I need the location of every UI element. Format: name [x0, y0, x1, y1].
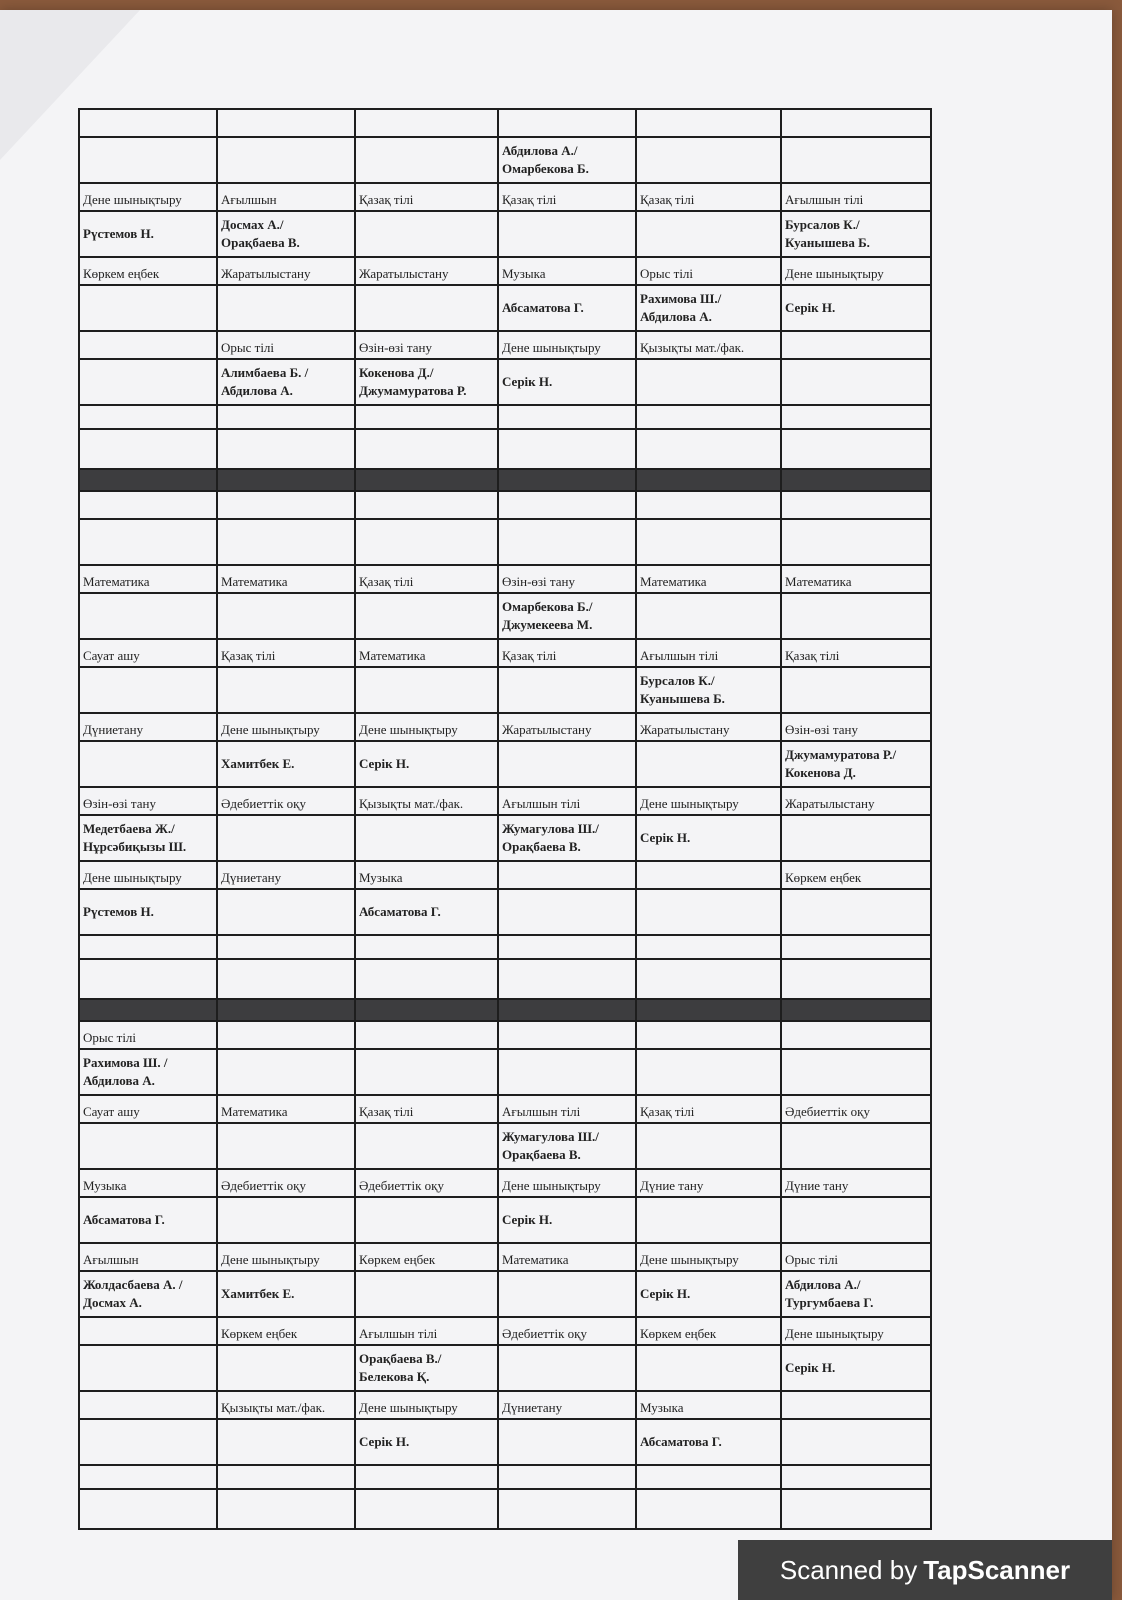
teacher-cell: Серік Н. [636, 815, 781, 861]
subject-cell: Дене шынықтыру [355, 1391, 498, 1419]
subject-cell: Математика [79, 565, 217, 593]
schedule-row [79, 861, 931, 889]
teacher-cell [355, 285, 498, 331]
subject-cell [355, 109, 498, 137]
subject-cell [781, 405, 931, 429]
schedule-row [79, 137, 931, 183]
subject-cell: Дене шынықтыру [781, 1317, 931, 1345]
teacher-cell [498, 211, 636, 257]
schedule-row [79, 713, 931, 741]
teacher-cell [636, 959, 781, 999]
subject-cell: Қазақ тілі [498, 183, 636, 211]
subject-cell: Математика [355, 639, 498, 667]
subject-cell [217, 1465, 355, 1489]
teacher-cell [355, 1271, 498, 1317]
teacher-cell [636, 359, 781, 405]
subject-cell: Орыс тілі [79, 1021, 217, 1049]
separator-cell [636, 469, 781, 491]
subject-cell: Ағылшын [79, 1243, 217, 1271]
teacher-cell [355, 959, 498, 999]
subject-cell: Дене шынықтыру [79, 183, 217, 211]
teacher-cell [217, 667, 355, 713]
subject-cell [781, 331, 931, 359]
teacher-cell [498, 1419, 636, 1465]
subject-cell: Математика [636, 565, 781, 593]
schedule-row [79, 429, 931, 469]
teacher-cell [355, 137, 498, 183]
subject-cell [781, 1465, 931, 1489]
subject-cell [781, 935, 931, 959]
subject-cell: Қазақ тілі [355, 565, 498, 593]
teacher-cell: Алимбаева Б. / Абдилова А. [217, 359, 355, 405]
teacher-cell: Жумагулова Ш./ Орақбаева В. [498, 1123, 636, 1169]
separator-cell [355, 469, 498, 491]
schedule-row [79, 491, 931, 519]
subject-cell: Әдебиеттік оқу [781, 1095, 931, 1123]
subject-cell: Музыка [79, 1169, 217, 1197]
teacher-cell [79, 741, 217, 787]
teacher-cell [636, 137, 781, 183]
subject-cell: Қазақ тілі [498, 639, 636, 667]
subject-cell: Дене шынықтыру [217, 713, 355, 741]
schedule-row [79, 285, 931, 331]
teacher-cell: Серік Н. [355, 741, 498, 787]
subject-cell [636, 935, 781, 959]
separator-cell [781, 999, 931, 1021]
teacher-cell: Серік Н. [498, 1197, 636, 1243]
subject-cell [781, 491, 931, 519]
subject-cell [79, 331, 217, 359]
subject-cell [498, 109, 636, 137]
schedule-row [79, 1049, 931, 1095]
teacher-cell [636, 1123, 781, 1169]
subject-cell: Ағылшын тілі [498, 787, 636, 815]
separator-cell [636, 999, 781, 1021]
subject-cell: Ағылшын тілі [781, 183, 931, 211]
teacher-cell [79, 667, 217, 713]
subject-cell [355, 1021, 498, 1049]
schedule-row [79, 405, 931, 429]
schedule-row [79, 519, 931, 565]
teacher-cell [498, 1489, 636, 1529]
teacher-cell: Хамитбек Е. [217, 1271, 355, 1317]
subject-cell: Орыс тілі [636, 257, 781, 285]
teacher-cell [781, 959, 931, 999]
teacher-cell [355, 815, 498, 861]
schedule-row [79, 1317, 931, 1345]
teacher-cell [781, 1123, 931, 1169]
subject-cell: Математика [498, 1243, 636, 1271]
subject-cell [217, 109, 355, 137]
separator-cell [79, 999, 217, 1021]
teacher-cell [217, 593, 355, 639]
subject-cell [79, 935, 217, 959]
subject-cell: Дене шынықтыру [498, 1169, 636, 1197]
teacher-cell [781, 429, 931, 469]
teacher-cell [636, 1197, 781, 1243]
teacher-cell [636, 519, 781, 565]
subject-cell: Сауат ашу [79, 639, 217, 667]
teacher-cell [79, 519, 217, 565]
subject-cell: Қызықты мат./фак. [355, 787, 498, 815]
teacher-cell [79, 359, 217, 405]
teacher-cell: Бурсалов К./ Куанышева Б. [636, 667, 781, 713]
teacher-cell [217, 429, 355, 469]
teacher-cell: Бурсалов К./ Куанышева Б. [781, 211, 931, 257]
teacher-cell [217, 285, 355, 331]
subject-cell: Жаратылыстану [355, 257, 498, 285]
teacher-cell [79, 285, 217, 331]
subject-cell [355, 491, 498, 519]
subject-cell: Математика [217, 565, 355, 593]
subject-cell: Дене шынықтыру [636, 1243, 781, 1271]
subject-cell: Қазақ тілі [636, 183, 781, 211]
teacher-cell [217, 1049, 355, 1095]
subject-cell [355, 405, 498, 429]
day-separator [79, 469, 931, 491]
subject-cell: Дүниетану [498, 1391, 636, 1419]
subject-cell [636, 405, 781, 429]
teacher-cell: Абсаматова Г. [636, 1419, 781, 1465]
teacher-cell [498, 667, 636, 713]
schedule-row [79, 815, 931, 861]
separator-cell [498, 999, 636, 1021]
subject-cell: Әдебиеттік оқу [217, 787, 355, 815]
schedule-row [79, 331, 931, 359]
subject-cell: Қызықты мат./фак. [217, 1391, 355, 1419]
subject-cell: Дүниетану [79, 713, 217, 741]
subject-cell [498, 935, 636, 959]
subject-cell: Орыс тілі [217, 331, 355, 359]
subject-cell: Көркем еңбек [79, 257, 217, 285]
schedule-row [79, 1391, 931, 1419]
teacher-cell [498, 959, 636, 999]
teacher-cell [355, 1049, 498, 1095]
schedule-row [79, 1271, 931, 1317]
subject-cell: Көркем еңбек [217, 1317, 355, 1345]
subject-cell [498, 1465, 636, 1489]
schedule-row [79, 593, 931, 639]
subject-cell [781, 1021, 931, 1049]
teacher-cell: Серік Н. [498, 359, 636, 405]
separator-cell [781, 469, 931, 491]
teacher-cell [355, 1123, 498, 1169]
teacher-cell [636, 889, 781, 935]
subject-cell [498, 405, 636, 429]
subject-cell [355, 935, 498, 959]
subject-cell: Өзін-өзі тану [355, 331, 498, 359]
schedule-row [79, 565, 931, 593]
subject-cell: Ағылшын [217, 183, 355, 211]
schedule-row [79, 639, 931, 667]
teacher-cell: Серік Н. [355, 1419, 498, 1465]
schedule-row [79, 1345, 931, 1391]
subject-cell: Өзін-өзі тану [781, 713, 931, 741]
teacher-cell: Жолдасбаева А. / Досмах А. [79, 1271, 217, 1317]
day-separator [79, 999, 931, 1021]
teacher-cell [355, 211, 498, 257]
schedule-row [79, 1197, 931, 1243]
schedule-table [78, 108, 932, 1530]
subject-cell [636, 1465, 781, 1489]
schedule-row [79, 1021, 931, 1049]
teacher-cell [498, 1271, 636, 1317]
separator-cell [498, 469, 636, 491]
schedule-row [79, 183, 931, 211]
teacher-cell [355, 1197, 498, 1243]
teacher-cell: Рүстемов Н. [79, 211, 217, 257]
teacher-cell [217, 1419, 355, 1465]
subject-cell [636, 1021, 781, 1049]
subject-cell: Дене шынықтыру [781, 257, 931, 285]
teacher-cell: Серік Н. [781, 1345, 931, 1391]
teacher-cell [355, 667, 498, 713]
schedule-row [79, 257, 931, 285]
teacher-cell: Абсаматова Г. [79, 1197, 217, 1243]
schedule-row [79, 211, 931, 257]
schedule-row [79, 935, 931, 959]
watermark-brand: TapScanner [923, 1554, 1071, 1585]
teacher-cell [79, 429, 217, 469]
subject-cell: Көркем еңбек [355, 1243, 498, 1271]
teacher-cell: Абдилова А./ Омарбекова Б. [498, 137, 636, 183]
subject-cell: Музыка [355, 861, 498, 889]
teacher-cell [217, 1489, 355, 1529]
teacher-cell [781, 889, 931, 935]
teacher-cell [781, 1049, 931, 1095]
subject-cell [636, 861, 781, 889]
teacher-cell [781, 1419, 931, 1465]
teacher-cell: Рахимова Ш. / Абдилова А. [79, 1049, 217, 1095]
teacher-cell [79, 1419, 217, 1465]
subject-cell: Математика [781, 565, 931, 593]
subject-cell: Ағылшын тілі [355, 1317, 498, 1345]
subject-cell [217, 405, 355, 429]
tapscanner-watermark [738, 1540, 1112, 1600]
teacher-cell [217, 1123, 355, 1169]
subject-cell: Қызықты мат./фак. [636, 331, 781, 359]
teacher-cell [217, 519, 355, 565]
schedule-row [79, 959, 931, 999]
schedule-row [79, 1123, 931, 1169]
teacher-cell: Рүстемов Н. [79, 889, 217, 935]
subject-cell: Дене шынықтыру [498, 331, 636, 359]
subject-cell: Өзін-өзі тану [498, 565, 636, 593]
subject-cell: Дене шынықтыру [636, 787, 781, 815]
teacher-cell [498, 1049, 636, 1095]
subject-cell [636, 109, 781, 137]
teacher-cell [498, 1345, 636, 1391]
subject-cell: Жаратылыстану [217, 257, 355, 285]
teacher-cell [217, 815, 355, 861]
subject-cell [636, 491, 781, 519]
teacher-cell [79, 593, 217, 639]
separator-cell [79, 469, 217, 491]
separator-cell [217, 469, 355, 491]
teacher-cell [79, 959, 217, 999]
teacher-cell [781, 667, 931, 713]
teacher-cell: Абсаматова Г. [355, 889, 498, 935]
teacher-cell [355, 593, 498, 639]
subject-cell: Қазақ тілі [355, 183, 498, 211]
folded-corner [0, 10, 140, 160]
subject-cell [217, 935, 355, 959]
subject-cell [217, 491, 355, 519]
subject-cell: Көркем еңбек [781, 861, 931, 889]
teacher-cell [498, 741, 636, 787]
subject-cell: Әдебиеттік оқу [355, 1169, 498, 1197]
subject-cell [79, 1465, 217, 1489]
subject-cell [79, 405, 217, 429]
scanned-page [0, 10, 1112, 1600]
teacher-cell [498, 889, 636, 935]
subject-cell: Дене шынықтыру [79, 861, 217, 889]
schedule-row [79, 1419, 931, 1465]
subject-cell [498, 861, 636, 889]
teacher-cell [781, 519, 931, 565]
subject-cell [781, 109, 931, 137]
separator-cell [355, 999, 498, 1021]
teacher-cell: Абсаматова Г. [498, 285, 636, 331]
teacher-cell [636, 1049, 781, 1095]
teacher-cell [781, 593, 931, 639]
subject-cell: Дене шынықтыру [217, 1243, 355, 1271]
teacher-cell [498, 429, 636, 469]
teacher-cell [217, 137, 355, 183]
separator-cell [217, 999, 355, 1021]
subject-cell: Жаратылыстану [781, 787, 931, 815]
subject-cell: Әдебиеттік оқу [217, 1169, 355, 1197]
subject-cell: Өзін-өзі тану [79, 787, 217, 815]
subject-cell [217, 1021, 355, 1049]
teacher-cell [79, 1345, 217, 1391]
teacher-cell [636, 1489, 781, 1529]
schedule-row [79, 1489, 931, 1529]
subject-cell: Дүниетану [217, 861, 355, 889]
schedule-row [79, 359, 931, 405]
teacher-cell [636, 429, 781, 469]
teacher-cell [498, 519, 636, 565]
teacher-cell [636, 593, 781, 639]
teacher-cell: Орақбаева В./ Белекова Қ. [355, 1345, 498, 1391]
subject-cell: Көркем еңбек [636, 1317, 781, 1345]
teacher-cell [355, 1489, 498, 1529]
subject-cell: Дене шынықтыру [355, 713, 498, 741]
teacher-cell [781, 1197, 931, 1243]
subject-cell: Қазақ тілі [636, 1095, 781, 1123]
subject-cell: Әдебиеттік оқу [498, 1317, 636, 1345]
subject-cell: Сауат ашу [79, 1095, 217, 1123]
teacher-cell [781, 137, 931, 183]
teacher-cell: Абдилова А./ Тургумбаева Г. [781, 1271, 931, 1317]
teacher-cell [781, 359, 931, 405]
schedule-row [79, 741, 931, 787]
watermark-prefix: Scanned by [779, 1554, 918, 1585]
subject-cell: Орыс тілі [781, 1243, 931, 1271]
teacher-cell [79, 1489, 217, 1529]
subject-cell: Қазақ тілі [781, 639, 931, 667]
schedule-row [79, 1465, 931, 1489]
schedule-row [79, 889, 931, 935]
teacher-cell [355, 429, 498, 469]
subject-cell [79, 1391, 217, 1419]
schedule-row [79, 787, 931, 815]
teacher-cell: Серік Н. [781, 285, 931, 331]
teacher-cell [355, 519, 498, 565]
schedule-row [79, 1095, 931, 1123]
subject-cell [781, 1391, 931, 1419]
subject-cell: Математика [217, 1095, 355, 1123]
teacher-cell [217, 959, 355, 999]
schedule-row [79, 1169, 931, 1197]
subject-cell: Музыка [636, 1391, 781, 1419]
subject-cell [355, 1465, 498, 1489]
subject-cell: Жаратылыстану [498, 713, 636, 741]
teacher-cell [79, 1123, 217, 1169]
teacher-cell: Омарбекова Б./ Джумекеева М. [498, 593, 636, 639]
teacher-cell: Серік Н. [636, 1271, 781, 1317]
subject-cell [498, 491, 636, 519]
schedule-row [79, 109, 931, 137]
teacher-cell: Рахимова Ш./ Абдилова А. [636, 285, 781, 331]
subject-cell: Қазақ тілі [355, 1095, 498, 1123]
subject-cell [79, 491, 217, 519]
teacher-cell: Джумамуратова Р./ Кокенова Д. [781, 741, 931, 787]
subject-cell: Дүние тану [636, 1169, 781, 1197]
subject-cell: Жаратылыстану [636, 713, 781, 741]
schedule-row [79, 667, 931, 713]
subject-cell: Дүние тану [781, 1169, 931, 1197]
teacher-cell [781, 815, 931, 861]
subject-cell [79, 1317, 217, 1345]
subject-cell: Қазақ тілі [217, 639, 355, 667]
schedule-row [79, 1243, 931, 1271]
teacher-cell: Хамитбек Е. [217, 741, 355, 787]
teacher-cell: Жумагулова Ш./ Орақбаева В. [498, 815, 636, 861]
teacher-cell [636, 741, 781, 787]
teacher-cell: Кокенова Д./ Джумамуратова Р. [355, 359, 498, 405]
teacher-cell [217, 1345, 355, 1391]
teacher-cell [781, 1489, 931, 1529]
teacher-cell [217, 889, 355, 935]
teacher-cell: Досмах А./ Орақбаева В. [217, 211, 355, 257]
teacher-cell [636, 211, 781, 257]
subject-cell: Музыка [498, 257, 636, 285]
subject-cell: Ағылшын тілі [498, 1095, 636, 1123]
subject-cell: Ағылшын тілі [636, 639, 781, 667]
subject-cell [498, 1021, 636, 1049]
teacher-cell: Медетбаева Ж./ Нұрсәбиқызы Ш. [79, 815, 217, 861]
teacher-cell [636, 1345, 781, 1391]
teacher-cell [217, 1197, 355, 1243]
